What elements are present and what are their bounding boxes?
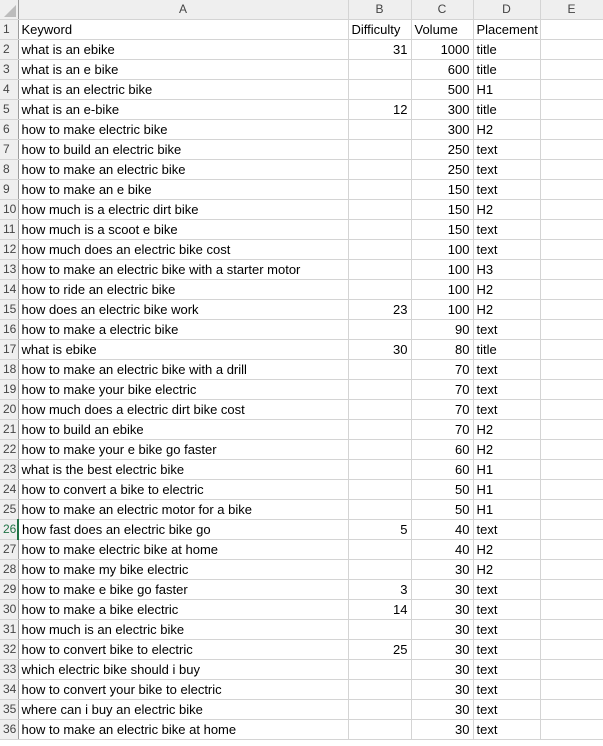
row-header[interactable]: 6 [0, 120, 18, 140]
cell-volume[interactable]: 100 [411, 260, 473, 280]
row-header[interactable]: 16 [0, 320, 18, 340]
row-header[interactable]: 34 [0, 680, 18, 700]
cell-placement[interactable]: text [473, 700, 540, 720]
table-row [0, 720, 603, 740]
table-row [0, 600, 603, 620]
cell-volume[interactable]: 600 [411, 60, 473, 80]
table-row [0, 140, 603, 160]
cell-placement[interactable]: H2 [473, 300, 540, 320]
cell-keyword[interactable]: how to make an e bike [18, 180, 348, 200]
cell-empty[interactable] [540, 500, 603, 520]
table-row [0, 380, 603, 400]
column-header-b[interactable]: B [348, 0, 411, 20]
cell-placement[interactable]: text [473, 600, 540, 620]
table-row [0, 400, 603, 420]
cell-volume[interactable]: 90 [411, 320, 473, 340]
cell-keyword[interactable]: how to make my bike electric [18, 560, 348, 580]
table-row [0, 240, 603, 260]
cell-volume[interactable]: 30 [411, 600, 473, 620]
cell-volume[interactable]: 30 [411, 640, 473, 660]
cell-difficulty[interactable] [348, 160, 411, 180]
cell-keyword[interactable]: what is an e-bike [18, 100, 348, 120]
cell-difficulty[interactable] [348, 260, 411, 280]
table-row [0, 40, 603, 60]
cell-difficulty[interactable]: 5 [348, 520, 411, 540]
row-header[interactable]: 18 [0, 360, 18, 380]
row-header[interactable]: 28 [0, 560, 18, 580]
table-row [0, 320, 603, 340]
table-row [0, 560, 603, 580]
cell-difficulty[interactable] [348, 220, 411, 240]
table-row [0, 440, 603, 460]
table-row [0, 80, 603, 100]
cell-keyword[interactable]: how much is an electric bike [18, 620, 348, 640]
cell-placement[interactable]: H1 [473, 500, 540, 520]
cell-placement[interactable]: title [473, 60, 540, 80]
table-row [0, 660, 603, 680]
cell-volume[interactable]: 100 [411, 240, 473, 260]
row-header[interactable]: 33 [0, 660, 18, 680]
cell-keyword[interactable]: how fast does an electric bike go [18, 520, 348, 540]
cell-placement[interactable]: text [473, 660, 540, 680]
cell-keyword[interactable]: how to convert bike to electric [18, 640, 348, 660]
cell-keyword[interactable]: how much does an electric bike cost [18, 240, 348, 260]
cell-difficulty[interactable] [348, 720, 411, 740]
cell-keyword[interactable]: how to make e bike go faster [18, 580, 348, 600]
row-header[interactable]: 17 [0, 340, 18, 360]
cell-volume[interactable]: 250 [411, 160, 473, 180]
row-header[interactable]: 8 [0, 160, 18, 180]
table-row [0, 200, 603, 220]
cell-empty[interactable] [540, 60, 603, 80]
cell-difficulty[interactable] [348, 360, 411, 380]
cell-volume[interactable]: 150 [411, 180, 473, 200]
cell-placement[interactable]: text [473, 180, 540, 200]
cell-placement[interactable]: text [473, 680, 540, 700]
cell-placement[interactable]: text [473, 360, 540, 380]
table-row [0, 160, 603, 180]
cell-difficulty[interactable]: 23 [348, 300, 411, 320]
cell-volume[interactable]: 30 [411, 560, 473, 580]
cell-keyword[interactable]: how much does a electric dirt bike cost [18, 400, 348, 420]
table-row [0, 540, 603, 560]
cell-empty[interactable] [540, 180, 603, 200]
row-header[interactable]: 3 [0, 60, 18, 80]
cell-volume[interactable]: 40 [411, 520, 473, 540]
row-header[interactable]: 5 [0, 100, 18, 120]
row-header[interactable]: 19 [0, 380, 18, 400]
cell-empty[interactable] [540, 380, 603, 400]
cell-keyword-header[interactable]: Keyword [18, 20, 348, 40]
cell-empty[interactable] [540, 720, 603, 740]
cell-keyword[interactable]: how to convert a bike to electric [18, 480, 348, 500]
row-header[interactable]: 35 [0, 700, 18, 720]
cell-volume[interactable]: 30 [411, 580, 473, 600]
row-header[interactable]: 7 [0, 140, 18, 160]
cell-volume[interactable]: 500 [411, 80, 473, 100]
table-row [0, 60, 603, 80]
cell-volume[interactable]: 30 [411, 700, 473, 720]
cell-empty[interactable] [540, 640, 603, 660]
cell-difficulty[interactable] [348, 400, 411, 420]
row-header[interactable]: 13 [0, 260, 18, 280]
column-header-e[interactable]: E [540, 0, 603, 20]
table-row [0, 620, 603, 640]
cell-volume[interactable]: 150 [411, 200, 473, 220]
cell-empty[interactable] [540, 360, 603, 380]
cell-placement[interactable]: text [473, 320, 540, 340]
row-header[interactable]: 30 [0, 600, 18, 620]
cell-volume[interactable]: 150 [411, 220, 473, 240]
cell-placement[interactable]: title [473, 40, 540, 60]
row-header[interactable]: 1 [0, 20, 18, 40]
cell-empty[interactable] [540, 660, 603, 680]
cell-keyword[interactable]: how to build an ebike [18, 420, 348, 440]
row-header[interactable]: 23 [0, 460, 18, 480]
cell-placement[interactable]: H2 [473, 200, 540, 220]
cell-empty[interactable] [540, 420, 603, 440]
cell-difficulty[interactable] [348, 620, 411, 640]
cell-difficulty-header[interactable]: Difficulty [348, 20, 411, 40]
row-header[interactable]: 9 [0, 180, 18, 200]
cell-placement[interactable]: H1 [473, 480, 540, 500]
table-row [0, 480, 603, 500]
cell-empty[interactable] [540, 540, 603, 560]
cell-placement[interactable]: H2 [473, 120, 540, 140]
cell-keyword[interactable]: how to ride an electric bike [18, 280, 348, 300]
cell-empty[interactable] [540, 140, 603, 160]
cell-volume[interactable]: 70 [411, 400, 473, 420]
row-header[interactable]: 24 [0, 480, 18, 500]
cell-empty[interactable] [540, 120, 603, 140]
cell-volume[interactable]: 30 [411, 720, 473, 740]
cell-placement[interactable]: text [473, 220, 540, 240]
cell-empty[interactable] [540, 100, 603, 120]
cell-volume[interactable]: 30 [411, 680, 473, 700]
cell-placement[interactable]: H2 [473, 440, 540, 460]
cell-keyword[interactable]: how to make an electric bike with a drill [18, 360, 348, 380]
cell-empty[interactable] [540, 220, 603, 240]
cell-volume[interactable]: 40 [411, 540, 473, 560]
cell-volume[interactable]: 30 [411, 620, 473, 640]
cell-placement[interactable]: H2 [473, 540, 540, 560]
table-row [0, 680, 603, 700]
row-header[interactable]: 21 [0, 420, 18, 440]
select-all-triangle-icon [4, 5, 16, 17]
row-header[interactable]: 20 [0, 400, 18, 420]
cell-placement[interactable]: text [473, 580, 540, 600]
cell-keyword[interactable]: how to make an electric bike with a starter motor [18, 260, 348, 280]
cell-empty[interactable] [540, 200, 603, 220]
cell-empty[interactable] [540, 680, 603, 700]
cell-empty[interactable] [540, 620, 603, 640]
cell-difficulty[interactable] [348, 460, 411, 480]
cell-empty[interactable] [540, 520, 603, 540]
cell-placement[interactable]: text [473, 240, 540, 260]
cell-difficulty[interactable] [348, 280, 411, 300]
cell-empty[interactable] [540, 560, 603, 580]
row-header[interactable]: 36 [0, 720, 18, 740]
cell-difficulty[interactable] [348, 700, 411, 720]
cell-difficulty[interactable]: 12 [348, 100, 411, 120]
cell-keyword[interactable]: what is an e bike [18, 60, 348, 80]
cell-placement-header[interactable]: Placement [473, 20, 540, 40]
cell-difficulty[interactable] [348, 120, 411, 140]
cell-keyword[interactable]: how much is a electric dirt bike [18, 200, 348, 220]
table-row [0, 460, 603, 480]
cell-placement[interactable]: text [473, 520, 540, 540]
cell-difficulty[interactable] [348, 380, 411, 400]
cell-empty[interactable] [540, 480, 603, 500]
cell-difficulty[interactable] [348, 420, 411, 440]
row-header[interactable]: 27 [0, 540, 18, 560]
cell-difficulty[interactable] [348, 320, 411, 340]
column-header-d[interactable]: D [473, 0, 540, 20]
table-row [0, 520, 603, 540]
cell-placement[interactable]: text [473, 400, 540, 420]
cell-volume[interactable]: 70 [411, 360, 473, 380]
cell-volume[interactable]: 250 [411, 140, 473, 160]
cell-keyword[interactable]: what is the best electric bike [18, 460, 348, 480]
cell-placement[interactable]: text [473, 640, 540, 660]
cell-keyword[interactable]: how to build an electric bike [18, 140, 348, 160]
cell-empty[interactable] [540, 300, 603, 320]
row-header[interactable]: 29 [0, 580, 18, 600]
row-header[interactable]: 4 [0, 80, 18, 100]
row-header[interactable]: 10 [0, 200, 18, 220]
cell-keyword[interactable]: how to make electric bike [18, 120, 348, 140]
cell-difficulty[interactable] [348, 240, 411, 260]
cell-difficulty[interactable] [348, 200, 411, 220]
cell-volume[interactable]: 70 [411, 380, 473, 400]
row-header[interactable]: 22 [0, 440, 18, 460]
cell-volume[interactable]: 100 [411, 280, 473, 300]
cell-difficulty[interactable] [348, 500, 411, 520]
table-row [0, 100, 603, 120]
table-row [0, 420, 603, 440]
cell-empty[interactable] [540, 160, 603, 180]
cell-difficulty[interactable]: 3 [348, 580, 411, 600]
cell-keyword[interactable]: how to make your bike electric [18, 380, 348, 400]
cell-keyword[interactable]: how much is a scoot e bike [18, 220, 348, 240]
cell-keyword[interactable]: how to make a electric bike [18, 320, 348, 340]
cell-placement[interactable]: text [473, 140, 540, 160]
cell-placement[interactable]: H1 [473, 80, 540, 100]
select-all-corner[interactable] [0, 0, 18, 20]
cell-volume[interactable]: 50 [411, 500, 473, 520]
cell-keyword[interactable]: what is an electric bike [18, 80, 348, 100]
cell-keyword[interactable]: how to convert your bike to electric [18, 680, 348, 700]
cell-difficulty[interactable] [348, 540, 411, 560]
cell-difficulty[interactable]: 25 [348, 640, 411, 660]
cell-empty[interactable] [540, 320, 603, 340]
cell-empty[interactable] [540, 440, 603, 460]
cell-empty[interactable] [540, 600, 603, 620]
cell-difficulty[interactable] [348, 660, 411, 680]
cell-placement[interactable]: H3 [473, 260, 540, 280]
row-header[interactable]: 12 [0, 240, 18, 260]
cell-volume[interactable]: 50 [411, 480, 473, 500]
cell-placement[interactable]: text [473, 160, 540, 180]
cell-empty[interactable] [540, 40, 603, 60]
cell-placement[interactable]: title [473, 340, 540, 360]
row-header[interactable]: 26 [0, 520, 18, 540]
cell-keyword[interactable]: how to make an electric bike [18, 160, 348, 180]
cell-empty[interactable] [540, 20, 603, 40]
cell-volume[interactable]: 60 [411, 440, 473, 460]
cell-volume[interactable]: 70 [411, 420, 473, 440]
cell-volume[interactable]: 300 [411, 120, 473, 140]
cell-difficulty[interactable] [348, 560, 411, 580]
cell-difficulty[interactable] [348, 60, 411, 80]
table-row [0, 220, 603, 240]
cell-difficulty[interactable]: 31 [348, 40, 411, 60]
cell-difficulty[interactable]: 14 [348, 600, 411, 620]
table-row [0, 300, 603, 320]
table-row [0, 180, 603, 200]
row-header[interactable]: 32 [0, 640, 18, 660]
cell-volume[interactable]: 1000 [411, 40, 473, 60]
cell-empty[interactable] [540, 240, 603, 260]
row-header[interactable]: 14 [0, 280, 18, 300]
cell-keyword[interactable]: how to make your e bike go faster [18, 440, 348, 460]
table-row [0, 360, 603, 380]
cell-empty[interactable] [540, 340, 603, 360]
cell-keyword[interactable]: what is ebike [18, 340, 348, 360]
table-row [0, 120, 603, 140]
cell-placement[interactable]: H2 [473, 280, 540, 300]
column-header-row [0, 0, 603, 20]
cell-volume[interactable]: 80 [411, 340, 473, 360]
cell-placement[interactable]: text [473, 380, 540, 400]
table-row [0, 260, 603, 280]
cell-volume-header[interactable]: Volume [411, 20, 473, 40]
row-header[interactable]: 2 [0, 40, 18, 60]
cell-placement[interactable]: H2 [473, 420, 540, 440]
cell-difficulty[interactable] [348, 180, 411, 200]
column-header-c[interactable]: C [411, 0, 473, 20]
cell-keyword[interactable]: how to make an electric motor for a bike [18, 500, 348, 520]
cell-placement[interactable]: H2 [473, 560, 540, 580]
cell-empty[interactable] [540, 400, 603, 420]
cell-keyword[interactable]: how to make an electric bike at home [18, 720, 348, 740]
table-row-header [0, 20, 603, 40]
cell-placement[interactable]: text [473, 620, 540, 640]
cell-volume[interactable]: 300 [411, 100, 473, 120]
cell-difficulty[interactable] [348, 680, 411, 700]
cell-empty[interactable] [540, 580, 603, 600]
cell-empty[interactable] [540, 80, 603, 100]
cell-keyword[interactable]: how to make a bike electric [18, 600, 348, 620]
cell-empty[interactable] [540, 260, 603, 280]
row-header[interactable]: 31 [0, 620, 18, 640]
cell-keyword[interactable]: what is an ebike [18, 40, 348, 60]
table-row [0, 280, 603, 300]
cell-empty[interactable] [540, 460, 603, 480]
row-header[interactable]: 25 [0, 500, 18, 520]
cell-volume[interactable]: 100 [411, 300, 473, 320]
cell-difficulty[interactable] [348, 80, 411, 100]
cell-difficulty[interactable]: 30 [348, 340, 411, 360]
cell-placement[interactable]: H1 [473, 460, 540, 480]
cell-empty[interactable] [540, 280, 603, 300]
cell-keyword[interactable]: how to make electric bike at home [18, 540, 348, 560]
cell-placement[interactable]: text [473, 720, 540, 740]
cell-empty[interactable] [540, 700, 603, 720]
row-header[interactable]: 15 [0, 300, 18, 320]
cell-keyword[interactable]: how does an electric bike work [18, 300, 348, 320]
table-row [0, 640, 603, 660]
table-row [0, 340, 603, 360]
cell-difficulty[interactable] [348, 140, 411, 160]
row-header[interactable]: 11 [0, 220, 18, 240]
cell-difficulty[interactable] [348, 480, 411, 500]
table-row [0, 500, 603, 520]
cell-volume[interactable]: 60 [411, 460, 473, 480]
table-row [0, 700, 603, 720]
cell-difficulty[interactable] [348, 440, 411, 460]
cell-placement[interactable]: title [473, 100, 540, 120]
cell-keyword[interactable]: where can i buy an electric bike [18, 700, 348, 720]
cell-keyword[interactable]: which electric bike should i buy [18, 660, 348, 680]
cell-volume[interactable]: 30 [411, 660, 473, 680]
column-header-a[interactable]: A [18, 0, 348, 20]
table-row [0, 580, 603, 600]
